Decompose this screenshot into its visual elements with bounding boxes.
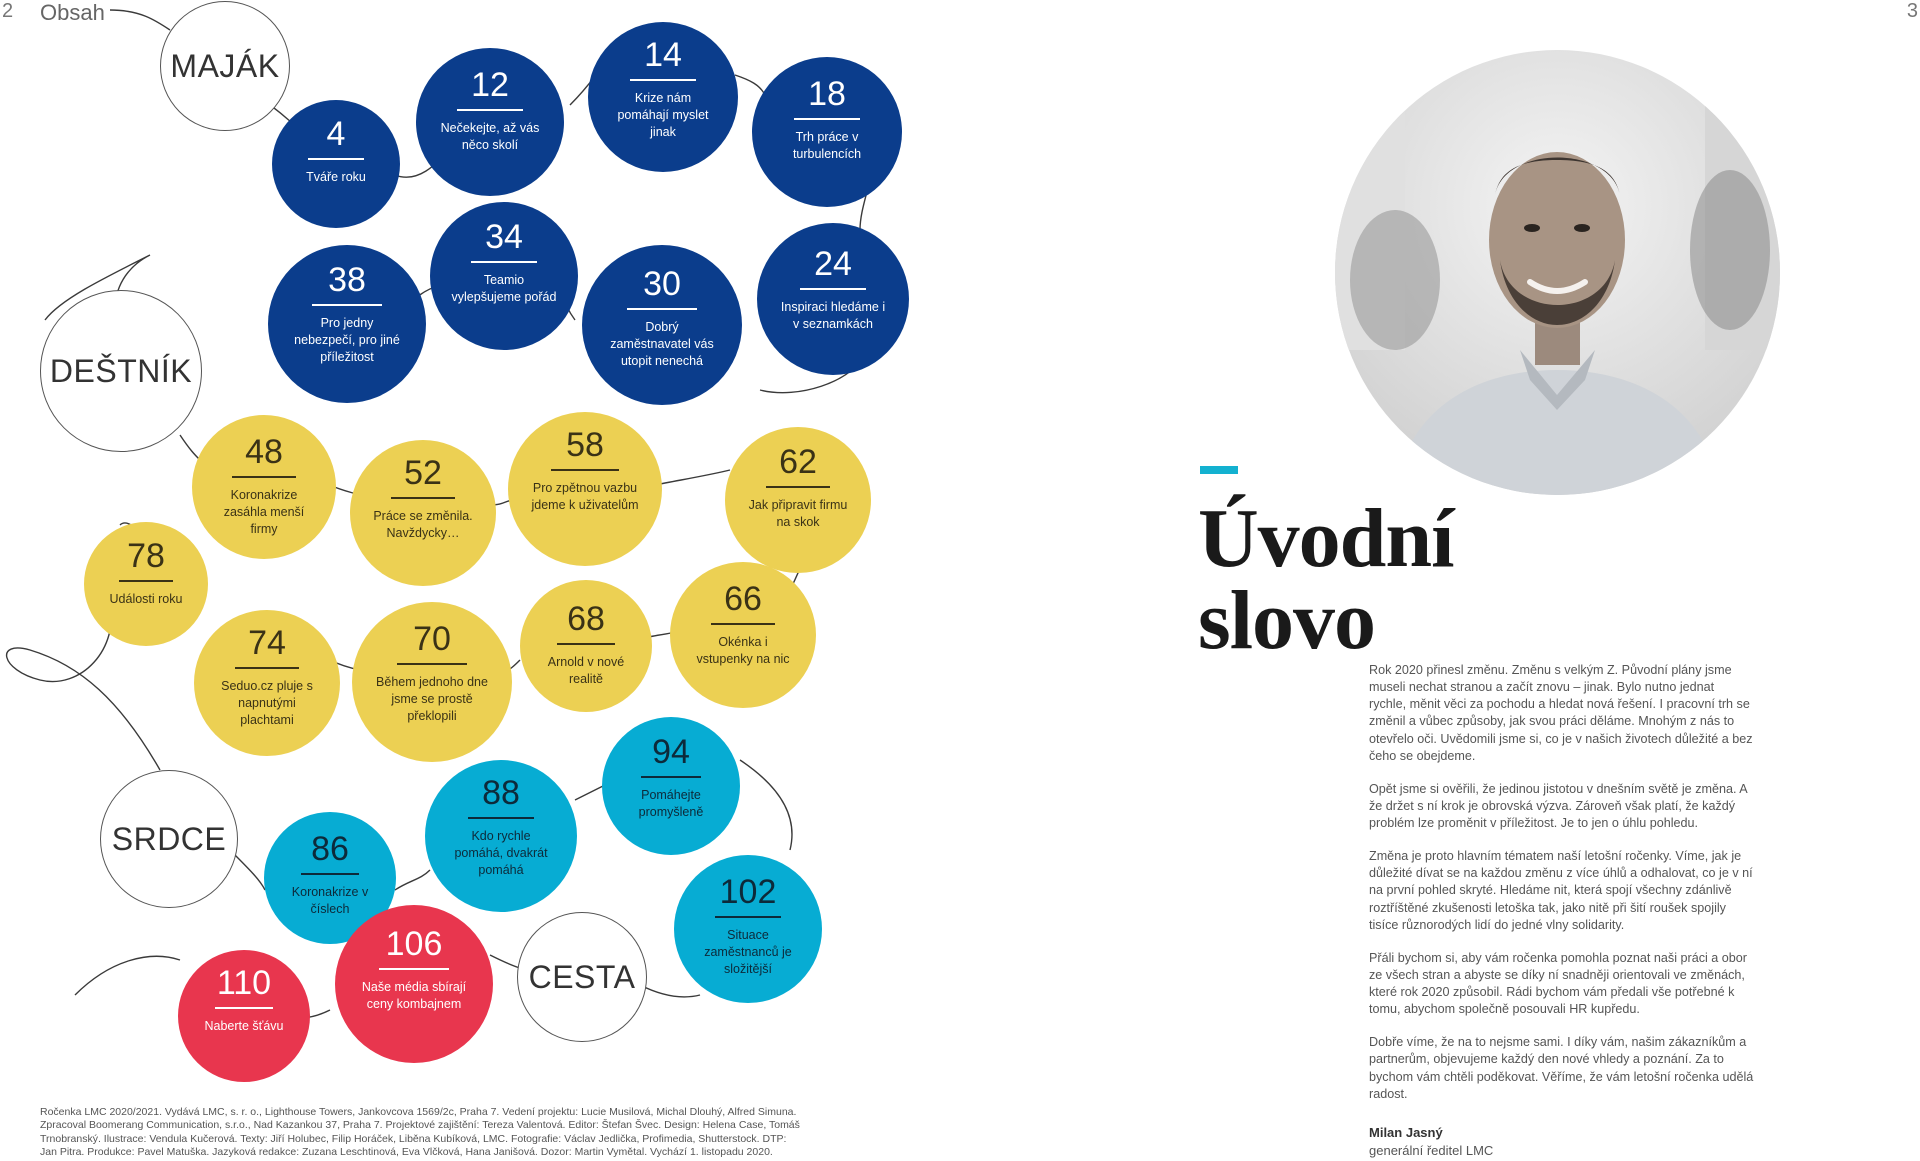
item-title: Naberte šťávu [204, 1019, 284, 1033]
section-destnik: DEŠTNÍK [40, 290, 202, 452]
page-number-right: 3 [1906, 0, 1918, 22]
accent-bar [1200, 466, 1238, 474]
item-title: Okénka i vstupenky na nic [696, 635, 790, 666]
divider [312, 304, 382, 306]
credits-text: Ročenka LMC 2020/2021. Vydává LMC, s. r. o., Lighthouse Towers, Jankovcova 1569/2c, Praha 7. Vedení projektu: Lucie Musilová, Michal Dlouhý, Alfred Simuna. Zpracoval Boomerang Communication, s.r.o., Nad Kazankou 37, Praha 7. Projektové zajištění: Tereza Valentová. Editor: Štefan Švec. Design: Helena Case, Tomáš Trnobranský. Ilustrace: Vendula Kučerová. Texty: Jiří Holubec, Filip Horáček, Liběna Kubíková, LMC. Fotografie: Václav Jedlička, Profimedia, Shutterstock. DTP: Jan Pitra. Produkce: Pavel Matuška. Jazyková redakce: Zuzana Leschtinová, Eva Vlčková, Hana Janišová. Dozor: Martin Vymětal. Vychází 1. listopadu 2020. [40, 1106, 800, 1159]
page-number: 70 [413, 620, 451, 658]
page-number: 34 [485, 218, 523, 256]
item-title: Pomáhejte promyšleně [638, 788, 704, 819]
item-title: Nečekejte, až vás něco skolí [440, 121, 540, 152]
divider [468, 817, 535, 819]
toc-item-14[interactable] [588, 22, 738, 172]
page-number: 38 [328, 261, 366, 299]
toc-item-62[interactable] [725, 427, 871, 573]
toc-item-34[interactable] [430, 202, 578, 350]
divider [215, 1007, 273, 1009]
toc-item-48[interactable] [192, 415, 336, 559]
toc-item-94[interactable] [602, 717, 740, 855]
item-title: Situace zaměstnanců je složitější [704, 928, 792, 976]
toc-item-38[interactable] [268, 245, 426, 403]
page-number: 62 [779, 443, 817, 481]
page-number: 88 [482, 774, 520, 812]
page-number: 78 [127, 537, 165, 575]
item-title: Trh práce v turbulencích [792, 130, 862, 161]
paragraph: Opět jsme si ověřili, že jedinou jistotou v dnešním světě je změna. A že držet s ní krok je obrovská výzva. Zároveň však platí, že každý problém lze proměnit v příležitost. Je to jen o úhlu pohledu. [1369, 781, 1747, 830]
page-number: 68 [567, 600, 605, 638]
toc-item-70[interactable] [352, 602, 512, 762]
toc-item-12[interactable] [416, 48, 564, 196]
divider [794, 118, 860, 120]
divider [711, 623, 775, 625]
divider [641, 776, 702, 778]
page-number: 94 [652, 733, 690, 771]
item-title: Pro jedny nebezpečí, pro jiné příležitost [294, 316, 400, 364]
item-title: Dobrý zaměstnavatel vás utopit nenechá [610, 320, 714, 368]
section-cesta: CESTA [517, 912, 647, 1042]
item-title: Koronakrize v číslech [291, 885, 369, 916]
page-number: 52 [404, 454, 442, 492]
page-number: 12 [471, 66, 509, 104]
toc-item-52[interactable] [350, 440, 496, 586]
item-title: Pro zpětnou vazbu jdeme k uživatelům [531, 481, 639, 512]
divider [397, 663, 467, 665]
section-srdce: SRDCE [100, 770, 238, 908]
toc-item-30[interactable] [582, 245, 742, 405]
signature [1369, 1124, 1493, 1159]
item-title: Naše média sbírají ceny kombajnem [361, 980, 467, 1011]
paragraph: Rok 2020 přinesl změnu. Změnu s velkým Z. Původní plány jsme museli nechat stranou a začít znovu – jinak. Bylo nutno jednat rychle, měnit věci za pochodu a hledat nová řešení. I pracovní trh se změnil a vůbec způsoby, jak svou práci děláme. Mnohým z nás to otevřelo oči. Uvědomili jsme si, co je v našich životech důležité a bez čeho se obejdeme. [1369, 663, 1753, 763]
item-title: Krize nám pomáhají myslet jinak [617, 91, 709, 139]
toc-item-24[interactable] [757, 223, 909, 375]
page-number: 86 [311, 830, 349, 868]
toc-item-4[interactable] [272, 100, 400, 228]
item-title: Seduo.cz pluje s napnutými plachtami [221, 679, 313, 727]
toc-item-78[interactable] [84, 522, 208, 646]
signature-name: Milan Jasný [1369, 1125, 1443, 1140]
toc-item-68[interactable] [520, 580, 652, 712]
toc-item-88[interactable] [425, 760, 577, 912]
item-title: Během jednoho dne jsme se prostě překlopili [376, 675, 488, 723]
divider [715, 916, 780, 918]
divider [800, 288, 867, 290]
toc-item-66[interactable] [670, 562, 816, 708]
divider [235, 667, 299, 669]
toc-item-58[interactable] [508, 412, 662, 566]
item-title: Události roku [109, 592, 183, 606]
divider [457, 109, 522, 111]
page-number: 66 [724, 580, 762, 618]
divider [766, 486, 830, 488]
page-number: 58 [566, 426, 604, 464]
page-number: 106 [385, 925, 443, 963]
divider [471, 261, 536, 263]
page-number: 74 [248, 624, 286, 662]
divider [308, 158, 364, 160]
section-majak: MAJÁK [160, 1, 290, 131]
item-title: Arnold v nové realitě [547, 655, 625, 686]
divider [379, 968, 449, 970]
item-title: Inspiraci hledáme i v seznamkách [780, 300, 886, 331]
toc-item-74[interactable] [194, 610, 340, 756]
page-number: 24 [814, 245, 852, 283]
page-number: 18 [808, 75, 846, 113]
paragraph: Přáli bychom si, aby vám ročenka pomohla poznat naši práci a obor ze všech stran a abyste se díky ní snadněji orientovali ve změnách, které rok 2020 způsobil. Rádi bychom vám předali vše potřebné k tomu, abychom společně posouvali HR kupředu. [1369, 950, 1748, 1017]
divider [391, 497, 455, 499]
divider [232, 476, 295, 478]
divider [557, 643, 615, 645]
page-number: 30 [643, 265, 681, 303]
paragraph: Změna je proto hlavním tématem naší letošní ročenky. Víme, jak je důležité dívat se na každou změnu z více úhlů a odhalovat, co je v ní na první pohled skryté. Hledáme nit, která spojí všechny zdánlivě roztříštěné zkušenosti letoška tak, jako nitě při šití roušek spojily tisíce různorodých lidí do jedné vlny solidarity. [1369, 849, 1753, 932]
title-line-1: Úvodní [1198, 492, 1454, 585]
toc-item-106[interactable] [335, 905, 493, 1063]
divider [627, 308, 697, 310]
item-title: Teamio vylepšujeme pořád [451, 273, 557, 304]
divider [630, 79, 696, 81]
signature-role: generální ředitel LMC [1369, 1142, 1494, 1158]
paragraph: Dobře víme, že na to nejsme sami. I díky vám, našim zákazníkům a partnerům, objevujeme každý den nové vhledy a poznání. Za to bychom vám chtěli poděkovat. Věříme, že vám letošní ročenka udělá radost. [1369, 1035, 1754, 1101]
portrait-photo [1335, 50, 1780, 495]
toc-item-110[interactable] [178, 950, 310, 1082]
page-number: 14 [644, 36, 682, 74]
divider [301, 873, 359, 875]
toc-item-102[interactable] [674, 855, 822, 1003]
item-title: Koronakrize zasáhla menší firmy [223, 488, 305, 536]
page-number: 4 [326, 115, 346, 153]
item-title: Kdo rychle pomáhá, dvakrát pomáhá [454, 829, 548, 877]
divider [551, 469, 619, 471]
page-title [1198, 492, 1454, 668]
toc-item-18[interactable] [752, 57, 902, 207]
item-title: Jak připravit firmu na skok [748, 498, 848, 529]
intro-body [1369, 662, 1754, 1119]
toc-title: Obsah [40, 0, 105, 25]
divider [119, 580, 174, 582]
title-line-2: slovo [1198, 574, 1376, 668]
item-title: Tváře roku [306, 170, 366, 184]
page-number: 48 [245, 433, 283, 471]
page-number-left: 2 [2, 0, 14, 22]
page-number: 110 [216, 964, 272, 1002]
page-number: 102 [719, 873, 777, 911]
item-title: Práce se změnila. Navždycky… [373, 509, 473, 540]
